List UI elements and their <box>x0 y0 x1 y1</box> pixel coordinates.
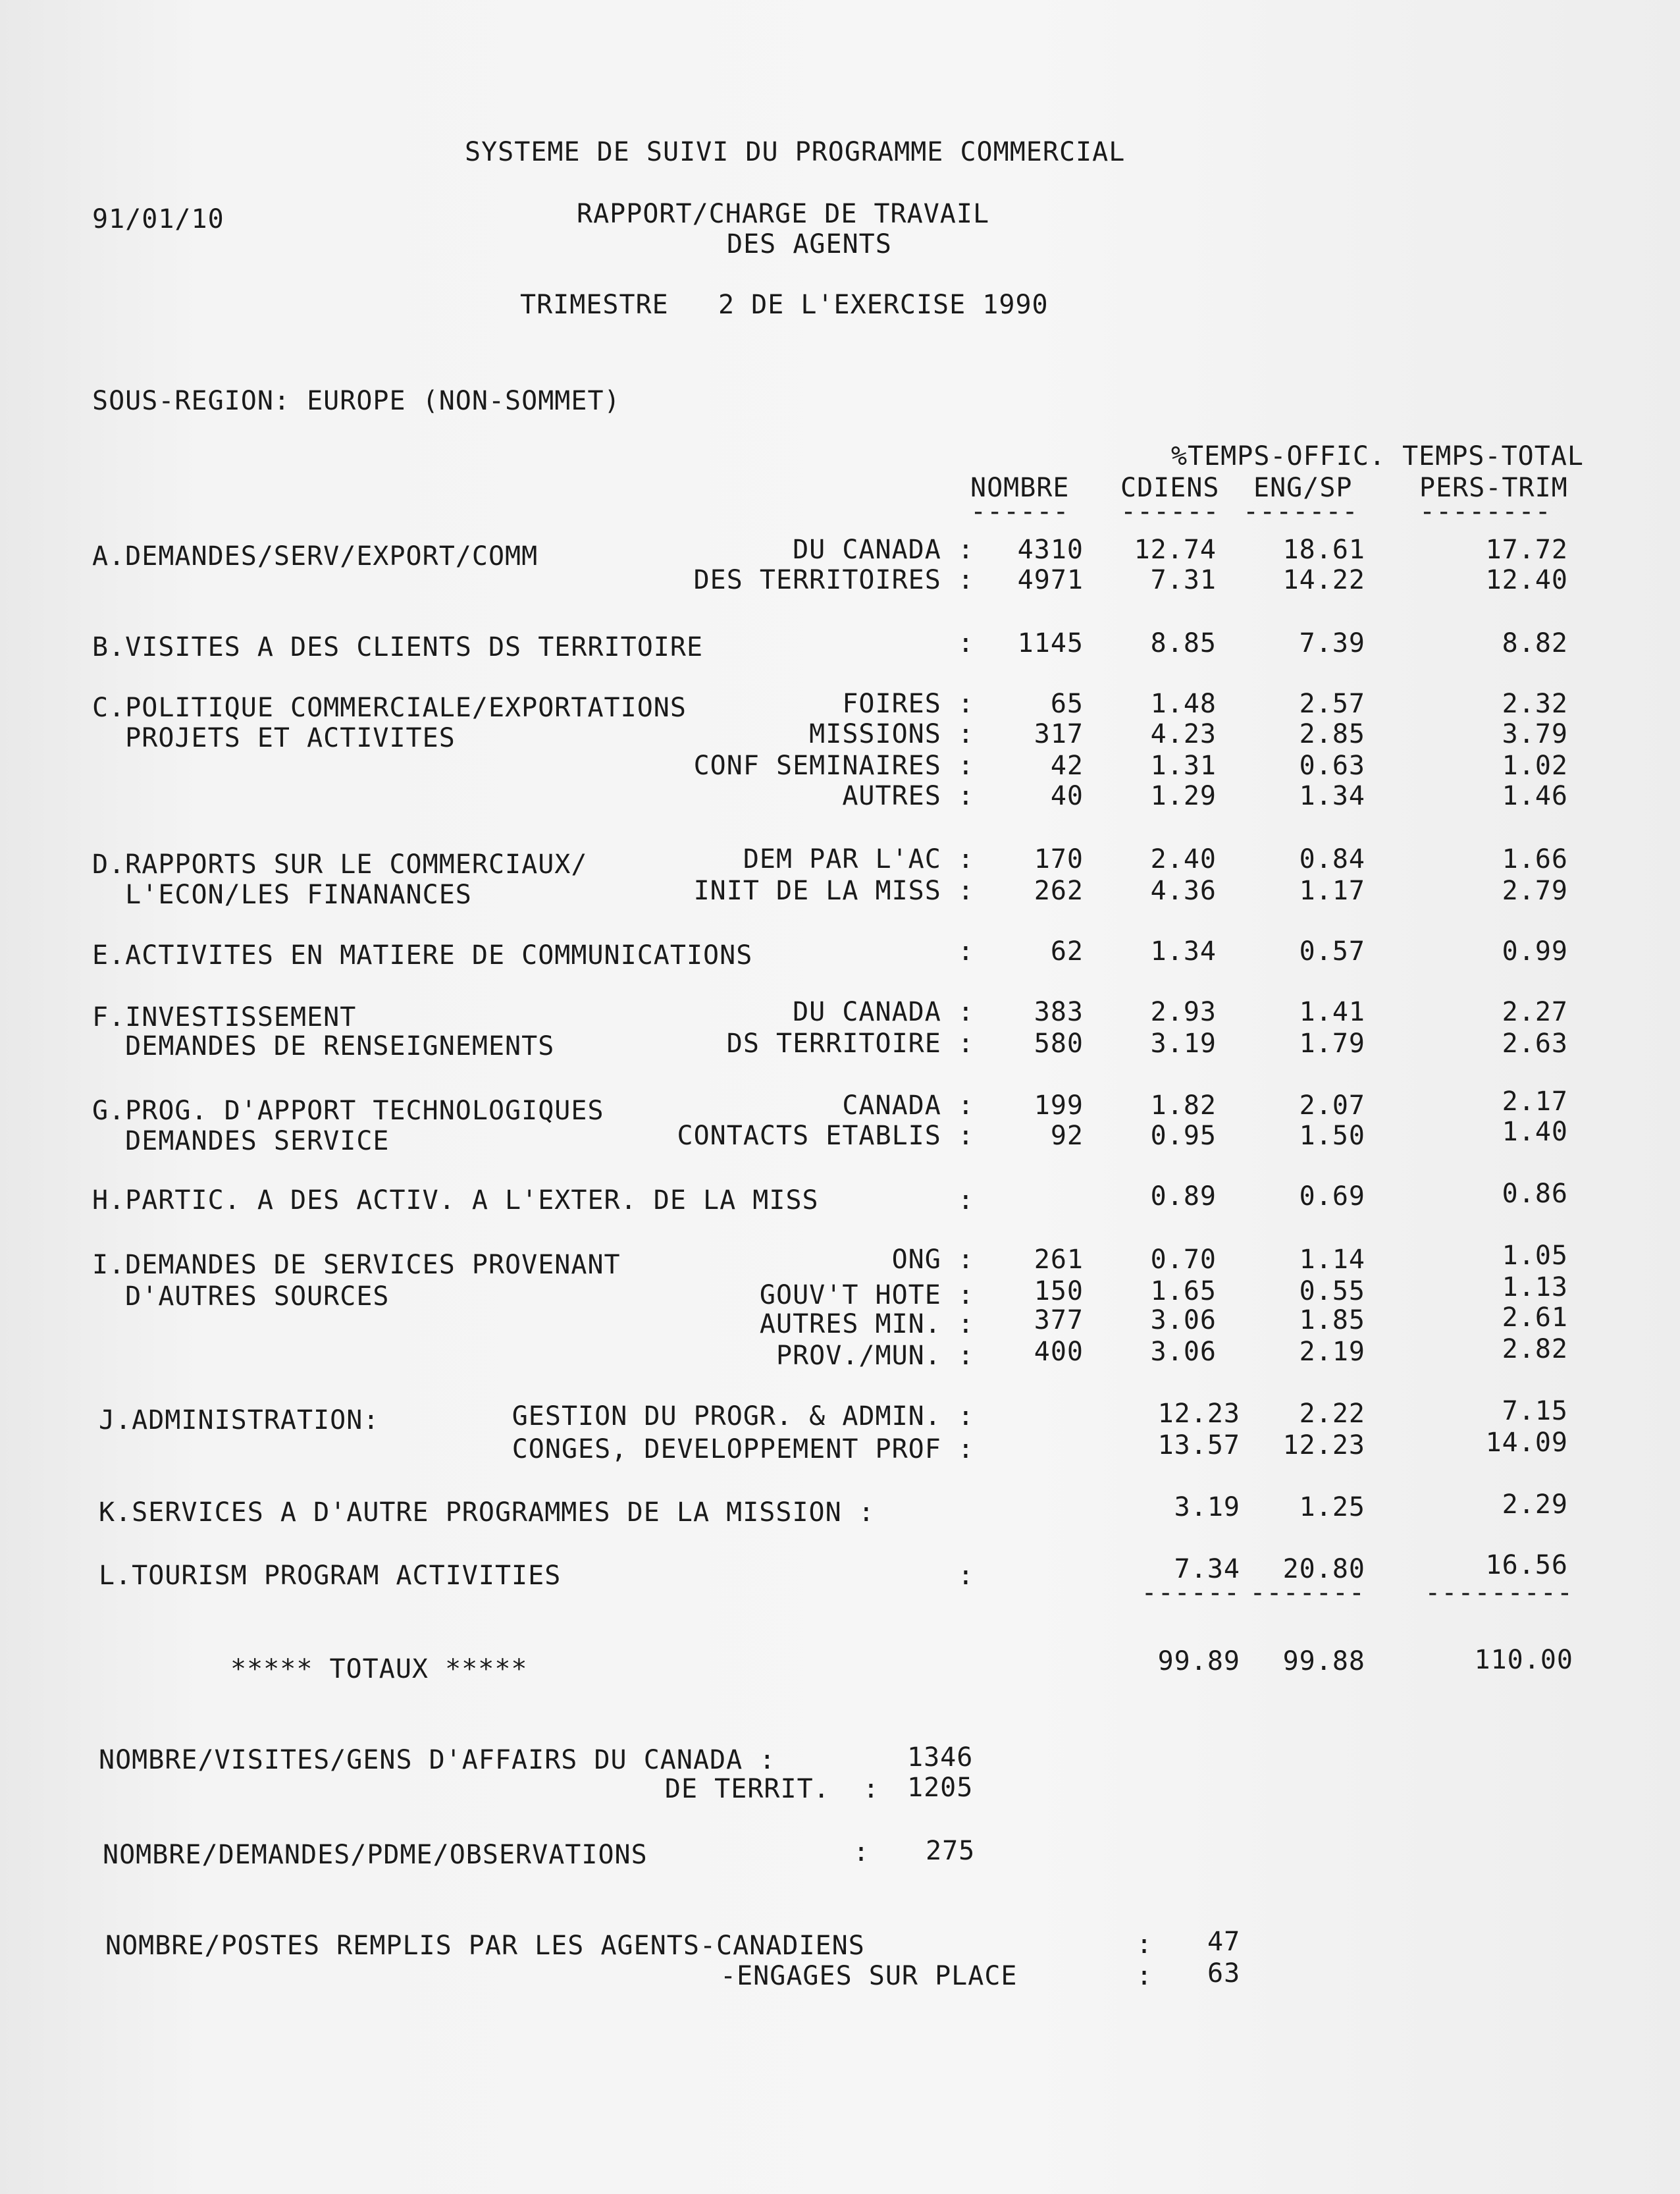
row-cdiens: 4.36 <box>1150 876 1217 906</box>
row-engsp: 2.19 <box>1299 1337 1365 1367</box>
row-engsp: 1.34 <box>1299 781 1365 811</box>
row-engsp: 12.23 <box>1282 1430 1365 1460</box>
row-label: L.TOURISM PROGRAM ACTIVITIES <box>99 1561 562 1591</box>
row-sublabel: AUTRES MIN. : <box>759 1309 974 1339</box>
postes-label: NOMBRE/POSTES REMPLIS PAR LES AGENTS-CANADIENS <box>105 1931 865 1961</box>
row-label: I.DEMANDES DE SERVICES PROVENANT <box>92 1250 621 1280</box>
row-pers: 2.27 <box>1502 997 1568 1027</box>
row-engsp: 0.84 <box>1299 844 1365 874</box>
row-pers: 14.09 <box>1485 1428 1568 1458</box>
row-nombre: 262 <box>1034 876 1084 906</box>
row-label: E.ACTIVITES EN MATIERE DE COMMUNICATIONS <box>92 940 753 971</box>
row-label: B.VISITES A DES CLIENTS DS TERRITOIRE <box>92 632 704 662</box>
row-label: H.PARTIC. A DES ACTIV. A L'EXTER. DE LA MISS <box>92 1185 819 1216</box>
row-cdiens: 2.93 <box>1150 997 1217 1027</box>
row-engsp: 1.14 <box>1299 1244 1365 1275</box>
row-sublabel: CONTACTS ETABLIS : <box>677 1121 974 1151</box>
row-engsp: 1.50 <box>1299 1121 1365 1151</box>
report-period: TRIMESTRE 2 DE L'EXERCISE 1990 <box>520 290 1049 320</box>
row-pers: 1.02 <box>1502 751 1568 781</box>
row-engsp: 18.61 <box>1282 535 1365 565</box>
row-nombre: 317 <box>1034 719 1084 749</box>
row-label: D.RAPPORTS SUR LE COMMERCIAUX/ <box>92 849 588 880</box>
system-title: SYSTEME DE SUIVI DU PROGRAMME COMMERCIAL <box>465 137 1126 167</box>
row-cdiens: 0.89 <box>1150 1181 1217 1212</box>
row-label: DEMANDES DE RENSEIGNEMENTS <box>92 1031 555 1061</box>
row-cdiens: 7.34 <box>1174 1554 1240 1584</box>
row-sublabel: : <box>957 628 974 658</box>
row-cdiens: 13.57 <box>1157 1430 1240 1460</box>
row-pers: 0.99 <box>1502 936 1568 967</box>
row-sublabel: MISSIONS : <box>809 719 974 749</box>
row-cdiens: 3.06 <box>1150 1305 1217 1335</box>
column-rule-engsp: ------- <box>1243 496 1359 527</box>
totals-rule-pers: --------- <box>1425 1578 1573 1608</box>
row-cdiens: 3.19 <box>1150 1029 1217 1059</box>
row-pers: 2.79 <box>1502 876 1568 906</box>
row-pers: 2.63 <box>1502 1029 1568 1059</box>
row-pers: 1.46 <box>1502 781 1568 811</box>
row-sublabel: AUTRES : <box>842 781 974 811</box>
row-cdiens: 2.40 <box>1150 844 1217 874</box>
row-nombre: 377 <box>1034 1305 1084 1335</box>
row-sublabel: DS TERRITOIRE : <box>726 1029 974 1059</box>
row-nombre: 65 <box>1050 689 1084 719</box>
row-sublabel: : <box>957 936 974 967</box>
report-title-line1: RAPPORT/CHARGE DE TRAVAIL <box>577 199 990 229</box>
row-pers: 2.82 <box>1502 1334 1568 1364</box>
row-sublabel: DU CANADA : <box>793 535 974 565</box>
row-engsp: 1.85 <box>1299 1305 1365 1335</box>
row-cdiens: 1.34 <box>1150 936 1217 967</box>
row-label: F.INVESTISSEMENT <box>92 1002 357 1032</box>
row-engsp: 7.39 <box>1299 628 1365 658</box>
postes-local-value: 63 <box>1207 1958 1241 1989</box>
postes-canadian-value: 47 <box>1207 1927 1241 1957</box>
demandes-label: NOMBRE/DEMANDES/PDME/OBSERVATIONS <box>103 1840 648 1870</box>
row-label: L'ECON/LES FINANANCES <box>92 880 472 910</box>
row-cdiens: 1.82 <box>1150 1090 1217 1121</box>
row-label: D'AUTRES SOURCES <box>92 1281 390 1312</box>
row-engsp: 2.57 <box>1299 689 1365 719</box>
row-pers: 1.66 <box>1502 844 1568 874</box>
row-label: K.SERVICES A D'AUTRE PROGRAMMES DE LA MISSION : <box>99 1497 875 1528</box>
row-label: DEMANDES SERVICE <box>92 1126 390 1156</box>
row-pers: 2.61 <box>1502 1302 1568 1333</box>
column-header-cdiens: CDIENS <box>1120 473 1220 503</box>
row-nombre: 150 <box>1034 1276 1084 1306</box>
column-rule-nombre: ------ <box>970 496 1070 527</box>
row-label: J.ADMINISTRATION: <box>99 1405 380 1435</box>
column-rule-pers: -------- <box>1419 496 1552 527</box>
row-nombre: 170 <box>1034 844 1084 874</box>
row-engsp: 2.85 <box>1299 719 1365 749</box>
row-engsp: 0.57 <box>1299 936 1365 967</box>
row-cdiens: 12.23 <box>1157 1399 1240 1429</box>
row-sublabel: CONGES, DEVELOPPEMENT PROF : <box>512 1434 974 1464</box>
postes-colon: : <box>1136 1929 1153 1960</box>
column-rule-cdiens: ------ <box>1120 496 1220 527</box>
row-label: A.DEMANDES/SERV/EXPORT/COMM <box>92 541 538 572</box>
row-pers: 17.72 <box>1485 535 1568 565</box>
row-pers: 16.56 <box>1485 1550 1568 1580</box>
row-cdiens: 1.29 <box>1150 781 1217 811</box>
totals-label: ***** TOTAUX ***** <box>230 1654 528 1684</box>
row-nombre: 4310 <box>1017 535 1084 565</box>
row-engsp: 0.55 <box>1299 1276 1365 1306</box>
row-nombre: 383 <box>1034 997 1084 1027</box>
engages-label: -ENGAGES SUR PLACE <box>720 1961 1018 1991</box>
totals-rule-engsp: ------- <box>1249 1578 1365 1608</box>
row-sublabel: DEM PAR L'AC : <box>743 844 974 874</box>
column-superheader: %TEMPS-OFFIC. TEMPS-TOTAL <box>1170 441 1584 471</box>
totals-pers: 110.00 <box>1474 1645 1573 1675</box>
row-cdiens: 3.19 <box>1174 1492 1240 1522</box>
engages-colon: : <box>1136 1961 1153 1991</box>
totals-rule-cdiens: ------ <box>1141 1578 1240 1608</box>
row-cdiens: 0.95 <box>1150 1121 1217 1151</box>
demandes-value: 275 <box>926 1836 976 1866</box>
row-engsp: 1.17 <box>1299 876 1365 906</box>
row-label: C.POLITIQUE COMMERCIALE/EXPORTATIONS <box>92 693 687 723</box>
row-sublabel: CONF SEMINAIRES : <box>693 751 974 781</box>
row-pers: 3.79 <box>1502 719 1568 749</box>
row-nombre: 580 <box>1034 1029 1084 1059</box>
row-sublabel: PROV./MUN. : <box>776 1341 974 1371</box>
row-cdiens: 1.65 <box>1150 1276 1217 1306</box>
visits-territory-label: DE TERRIT. : <box>664 1774 879 1804</box>
row-sublabel: DES TERRITOIRES : <box>693 565 974 595</box>
visits-canada-value: 1346 <box>907 1742 974 1773</box>
totals-engsp: 99.88 <box>1282 1646 1365 1676</box>
row-cdiens: 1.31 <box>1150 751 1217 781</box>
row-cdiens: 3.06 <box>1150 1337 1217 1367</box>
row-pers: 7.15 <box>1502 1396 1568 1426</box>
row-sublabel: GOUV'T HOTE : <box>759 1280 974 1310</box>
row-sublabel: CANADA : <box>842 1090 974 1121</box>
row-engsp: 1.79 <box>1299 1029 1365 1059</box>
row-nombre: 92 <box>1050 1121 1084 1151</box>
report-date: 91/01/10 <box>92 204 224 234</box>
row-cdiens: 7.31 <box>1150 565 1217 595</box>
row-engsp: 2.22 <box>1299 1399 1365 1429</box>
row-pers: 0.86 <box>1502 1179 1568 1209</box>
row-nombre: 1145 <box>1017 628 1084 658</box>
row-sublabel: GESTION DU PROGR. & ADMIN. : <box>512 1401 974 1431</box>
row-nombre: 400 <box>1034 1337 1084 1367</box>
report-title-line2: DES AGENTS <box>727 229 892 259</box>
row-engsp: 0.69 <box>1299 1181 1365 1212</box>
totals-cdiens: 99.89 <box>1157 1646 1240 1676</box>
row-pers: 1.13 <box>1502 1272 1568 1302</box>
row-pers: 12.40 <box>1485 565 1568 595</box>
row-sublabel: ONG : <box>891 1244 974 1275</box>
column-header-engsp: ENG/SP <box>1253 473 1353 503</box>
visits-label: NOMBRE/VISITES/GENS D'AFFAIRS DU CANADA : <box>99 1745 776 1775</box>
row-engsp: 2.07 <box>1299 1090 1365 1121</box>
subregion-label: SOUS-REGION: EUROPE (NON-SOMMET) <box>92 386 621 416</box>
row-cdiens: 8.85 <box>1150 628 1217 658</box>
row-engsp: 1.41 <box>1299 997 1365 1027</box>
row-pers: 2.29 <box>1502 1489 1568 1520</box>
row-cdiens: 0.70 <box>1150 1244 1217 1275</box>
row-nombre: 62 <box>1050 936 1084 967</box>
column-header-pers: PERS-TRIM <box>1419 473 1568 503</box>
row-pers: 2.17 <box>1502 1086 1568 1117</box>
row-engsp: 14.22 <box>1282 565 1365 595</box>
row-cdiens: 12.74 <box>1134 535 1217 565</box>
row-sublabel: : <box>957 1561 974 1591</box>
row-engsp: 20.80 <box>1282 1554 1365 1584</box>
row-nombre: 4971 <box>1017 565 1084 595</box>
demandes-colon: : <box>853 1837 870 1867</box>
row-nombre: 42 <box>1050 751 1084 781</box>
row-pers: 2.32 <box>1502 689 1568 719</box>
row-pers: 8.82 <box>1502 628 1568 658</box>
row-cdiens: 1.48 <box>1150 689 1217 719</box>
row-label: G.PROG. D'APPORT TECHNOLOGIQUES <box>92 1096 604 1126</box>
row-pers: 1.05 <box>1502 1241 1568 1271</box>
row-sublabel: FOIRES : <box>842 689 974 719</box>
row-sublabel: DU CANADA : <box>793 997 974 1027</box>
row-sublabel: : <box>957 1185 974 1216</box>
column-header-nombre: NOMBRE <box>970 473 1070 503</box>
row-nombre: 40 <box>1050 781 1084 811</box>
row-engsp: 1.25 <box>1299 1492 1365 1522</box>
row-engsp: 0.63 <box>1299 751 1365 781</box>
row-nombre: 261 <box>1034 1244 1084 1275</box>
visits-territory-value: 1205 <box>907 1773 974 1803</box>
row-nombre: 199 <box>1034 1090 1084 1121</box>
row-label: PROJETS ET ACTIVITES <box>92 723 456 753</box>
row-pers: 1.40 <box>1502 1117 1568 1147</box>
row-sublabel: INIT DE LA MISS : <box>693 876 974 906</box>
row-cdiens: 4.23 <box>1150 719 1217 749</box>
